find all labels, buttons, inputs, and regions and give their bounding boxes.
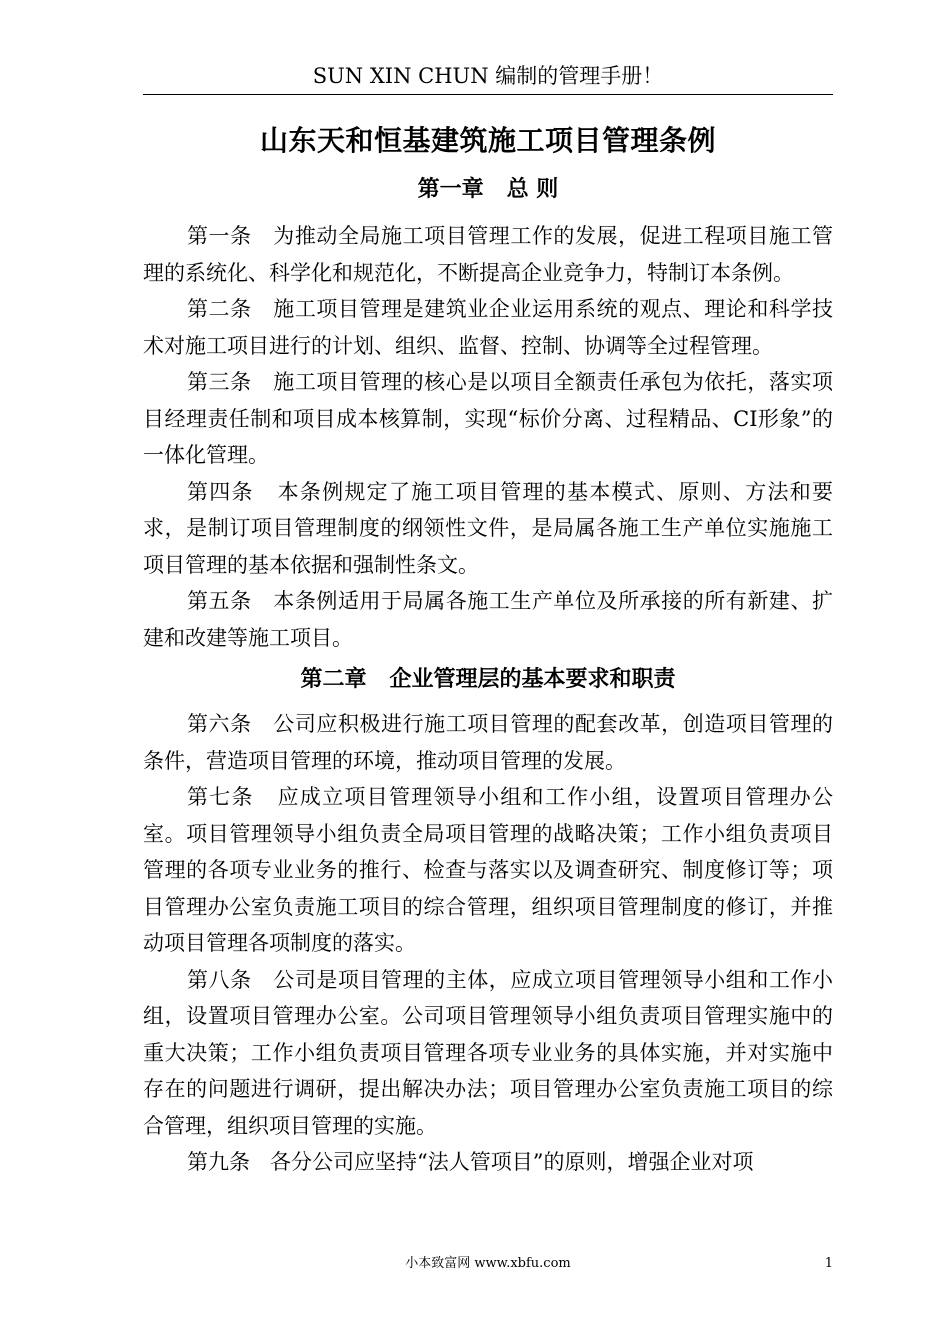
- page-number: 1: [824, 1256, 833, 1271]
- article-8: 第八条 公司是项目管理的主体，应成立项目管理领导小组和工作小组，设置项目管理办公室。公司项目管理领导小组负责项目管理实施中的重大决策；工作小组负责项目管理各项专业业务的具体实施，并对实施中存在的问题进行调研，提出解决办法；项目管理办公室负责施工项目的综合管理，组织项目管理的实施。: [143, 967, 833, 1138]
- document-body: [143, 118, 833, 1181]
- page-header: SUN XIN CHUN 编制的管理手册！: [312, 64, 664, 88]
- article-4: 第四条 本条例规定了施工项目管理的基本模式、原则、方法和要求，是制订项目管理制度的纲领性文件，是局属各施工生产单位实施施工项目管理的基本依据和强制性条文。: [143, 479, 833, 577]
- article-2: 第二条 施工项目管理是建筑业企业运用系统的观点、理论和科学技术对施工项目进行的计划、组织、监督、控制、协调等全过程管理。: [143, 297, 833, 358]
- article-1: 第一条 为推动全局施工项目管理工作的发展，促进工程项目施工管理的系统化、科学化和规范化，不断提高企业竞争力，特制订本条例。: [143, 224, 833, 285]
- article-9: 第九条 各分公司应坚持“法人管项目”的原则，增强企业对项: [187, 1150, 754, 1174]
- article-6: 第六条 公司应积极进行施工项目管理的配套改革，创造项目管理的条件，营造项目管理的环境，推动项目管理的发展。: [143, 712, 833, 773]
- page-footer: 小本致富网 www.xbfu.com: [405, 1256, 571, 1271]
- header-divider: [143, 94, 833, 95]
- document-title: 山东天和恒基建筑施工项目管理条例: [259, 124, 716, 157]
- article-3: 第三条 施工项目管理的核心是以项目全额责任承包为依托，落实项目经理责任制和项目成本核算制，实现“标价分离、过程精品、CI形象”的一体化管理。: [143, 370, 833, 467]
- chapter-heading-2: 第二章 企业管理层的基本要求和职责: [300, 667, 676, 692]
- article-5: 第五条 本条例适用于局属各施工生产单位及所承接的所有新建、扩建和改建等施工项目。: [143, 589, 833, 650]
- chapter-heading-1: 第一章 总 则: [417, 177, 559, 202]
- article-7: 第七条 应成立项目管理领导小组和工作小组，设置项目管理办公室。项目管理领导小组负责全局项目管理的战略决策；工作小组负责项目管理的各项专业业务的推行、检查与落实以及调查研究、制度修订等；项目管理办公室负责施工项目的综合管理，组织项目管理制度的修订，并推动项目管理各项制度的落实。: [143, 785, 833, 955]
